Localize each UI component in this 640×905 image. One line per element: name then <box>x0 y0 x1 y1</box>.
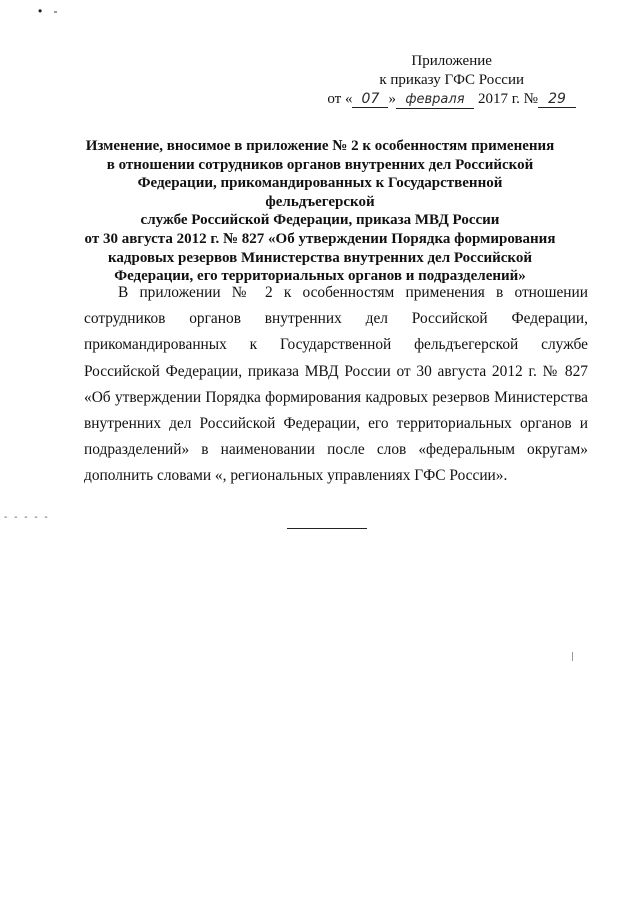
title-line: Федерации, его территориальных органов и подразделений» <box>114 268 526 285</box>
body-paragraph: В приложении № 2 к особенностям применения в отношении сотрудников органов внутренних дел Российской Федерации, прикомандированных к Государственной фельдъегерской службе Российской Федерации, приказа МВД России от 30 августа 2012 г. № 827 «Об утверждении Порядка формирования кадровых резервов Министерства внутренних дел Российской Федерации, его территориальных органов и подразделений» в наименовании после слов «федеральным округам» дополнить словами «, региональных управлениях ГФС России». <box>84 284 588 485</box>
scan-artifact-top: • - <box>38 4 62 18</box>
title-line: Федерации, прикомандированных к Государственной фельдъегерской <box>137 175 503 210</box>
title-line: Изменение, вносимое в приложение № 2 к особенностям применения <box>85 138 555 154</box>
handwritten-order-number: 29 <box>538 91 576 108</box>
title-line: в отношении сотрудников органов внутренних дел Российской <box>106 156 534 173</box>
handwritten-month: февраля <box>396 92 474 109</box>
appendix-order-ref: к приказу ГФС России <box>379 72 525 88</box>
scan-artifact-right <box>572 652 573 661</box>
document-title <box>84 137 556 286</box>
end-separator-line <box>287 528 367 529</box>
handwritten-day: 07 <box>352 91 388 108</box>
title-line: службе Российской Федерации, приказа МВД России <box>140 212 500 229</box>
date-year: 2017 г. № <box>477 91 538 107</box>
order-date-line <box>327 90 576 109</box>
appendix-header <box>327 52 576 109</box>
appendix-label: Приложение <box>411 53 492 69</box>
title-line: кадровых резервов Министерства внутренних дел Российской <box>107 249 533 266</box>
scan-artifact-left: - - - - - <box>4 512 50 523</box>
date-quote-close: » <box>388 91 396 107</box>
title-line: от 30 августа 2012 г. № 827 «Об утверждении Порядка формирования <box>84 230 556 247</box>
date-prefix: от « <box>327 91 353 107</box>
